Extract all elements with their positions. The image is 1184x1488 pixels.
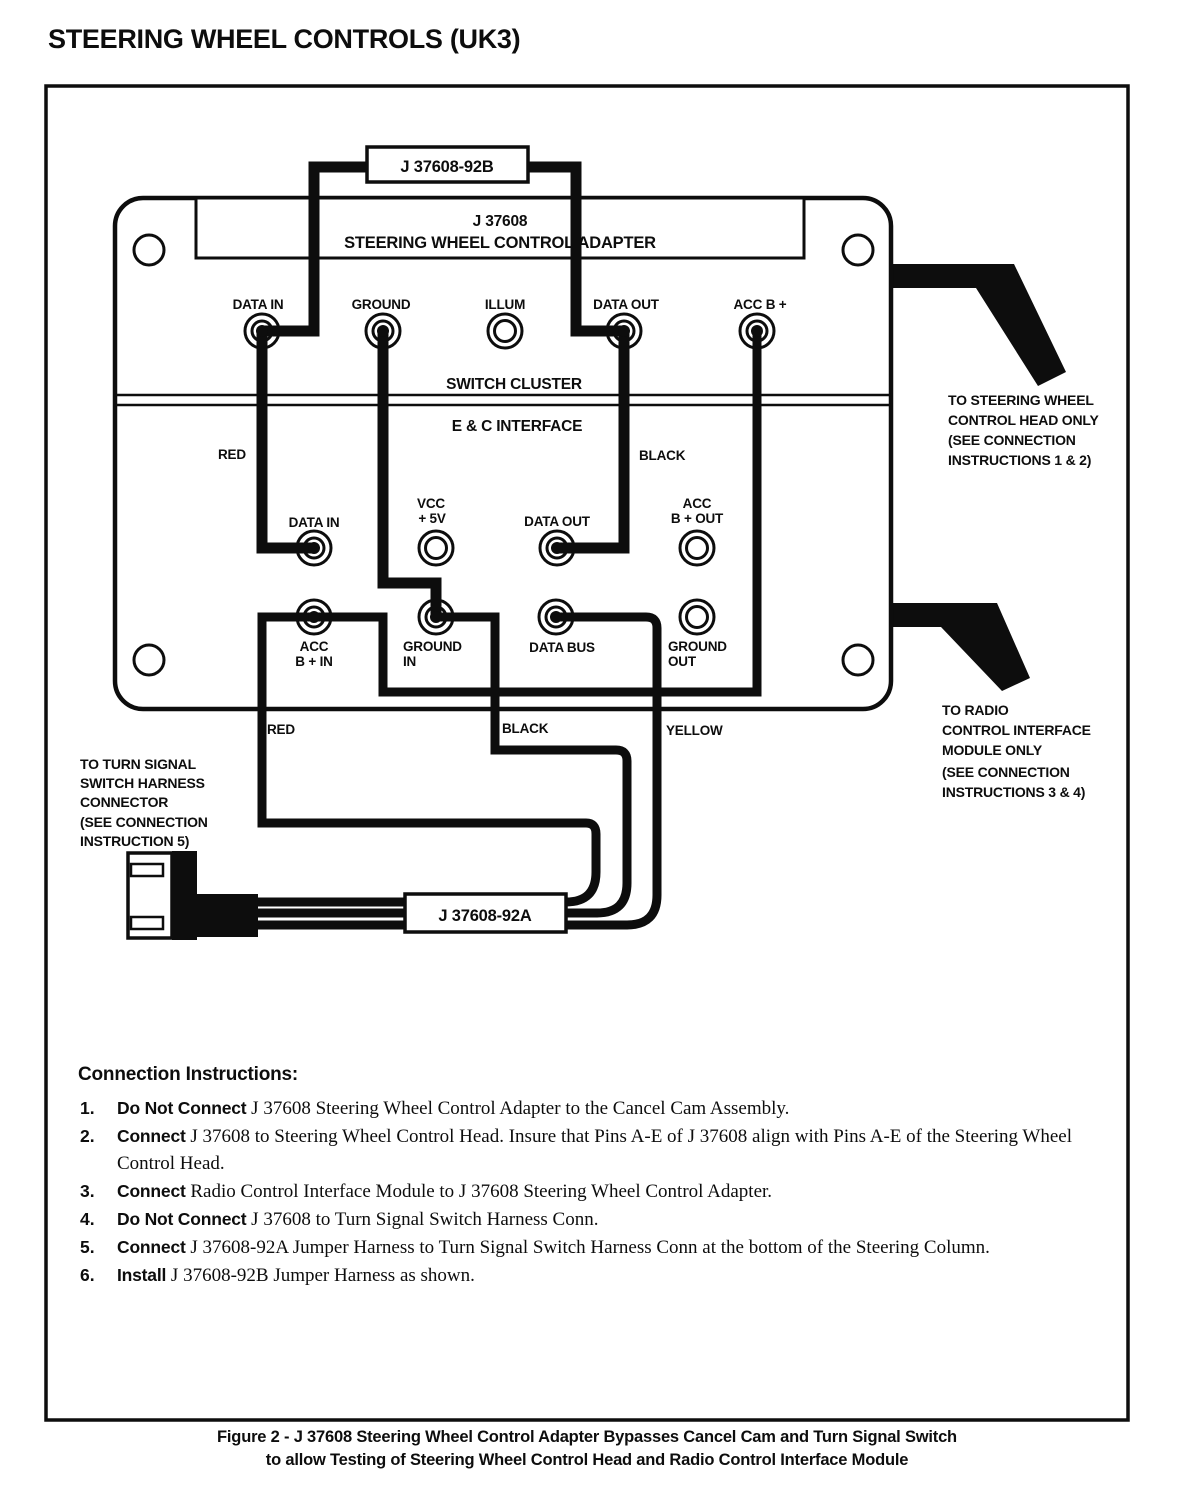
instruction-text: J 37608 to Turn Signal Switch Harness Conn. <box>246 1209 599 1230</box>
svg-text:INSTRUCTIONS 1 & 2): INSTRUCTIONS 1 & 2) <box>948 452 1092 468</box>
instruction-item <box>78 1262 1124 1289</box>
screw-hole-icon <box>134 645 164 675</box>
terminal-vcc <box>419 531 453 565</box>
note-to-turn-signal <box>80 756 208 849</box>
adapter-title-line1: J 37608 <box>472 213 528 230</box>
label-data-bus: DATA BUS <box>529 640 595 655</box>
label-ground-out-1: GROUND <box>668 639 727 654</box>
svg-text:INSTRUCTIONS 3 & 4): INSTRUCTIONS 3 & 4) <box>942 784 1086 800</box>
instruction-lead: Connect <box>117 1126 186 1146</box>
svg-text:(SEE CONNECTION: (SEE CONNECTION <box>942 764 1070 780</box>
instruction-item <box>78 1178 1124 1205</box>
ec-interface-label: E & C INTERFACE <box>451 418 583 435</box>
screw-hole-icon <box>843 645 873 675</box>
svg-text:TO TURN SIGNAL: TO TURN SIGNAL <box>80 756 196 772</box>
svg-text:MODULE ONLY: MODULE ONLY <box>942 742 1042 758</box>
instruction-text: J 37608 Steering Wheel Control Adapter to the Cancel Cam Assembly. <box>246 1098 790 1119</box>
jumper-92b-label: J 37608-92B <box>400 158 494 176</box>
instructions-heading: Connection Instructions: <box>78 1064 299 1085</box>
instruction-text: Radio Control Interface Module to J 37608 Steering Wheel Control Adapter. <box>185 1181 773 1202</box>
wire-label-red-bottom: RED <box>267 722 295 737</box>
instruction-number: 4. <box>80 1209 95 1229</box>
svg-text:CONTROL INTERFACE: CONTROL INTERFACE <box>942 722 1091 738</box>
label-ground-in-1: GROUND <box>403 639 462 654</box>
instruction-lead: Install <box>117 1265 167 1285</box>
wire-label-red-mid: RED <box>218 447 246 462</box>
label-acc-b-top: ACC B + <box>733 297 787 312</box>
turn-signal-connector-icon <box>128 851 258 940</box>
svg-text:INSTRUCTION 5): INSTRUCTION 5) <box>80 833 190 849</box>
page-title: STEERING WHEEL CONTROLS (UK3) <box>48 24 521 54</box>
terminal-acc-b-out <box>680 531 714 565</box>
svg-text:(SEE CONNECTION: (SEE CONNECTION <box>80 814 208 830</box>
label-illum: ILLUM <box>484 297 526 312</box>
note-to-steering-head <box>948 392 1099 468</box>
wire-label-black-mid: BLACK <box>639 448 686 463</box>
instruction-lead: Do Not Connect <box>117 1098 247 1118</box>
svg-text:(SEE CONNECTION: (SEE CONNECTION <box>948 432 1076 448</box>
label-acc-out-1: ACC <box>682 496 712 511</box>
label-acc-in-1: ACC <box>299 639 329 654</box>
instruction-text: J 37608-92A Jumper Harness to Turn Signal Switch Harness Conn at the bottom of the Steering Column. <box>185 1237 990 1258</box>
instruction-item <box>78 1095 1124 1122</box>
wire-label-black-bottom: BLACK <box>502 721 549 736</box>
terminal-illum <box>488 314 522 348</box>
instruction-lead: Connect <box>117 1181 186 1201</box>
instruction-item <box>78 1123 1124 1177</box>
screw-hole-icon <box>843 235 873 265</box>
label-data-in-2: DATA IN <box>288 515 340 530</box>
jumper-92a-label: J 37608-92A <box>438 907 532 925</box>
connection-instructions <box>78 1064 1124 1290</box>
svg-text:TO RADIO: TO RADIO <box>942 702 1009 718</box>
label-ground-out-2: OUT <box>668 654 696 669</box>
instruction-text: J 37608-92B Jumper Harness as shown. <box>166 1265 475 1286</box>
label-data-out-2: DATA OUT <box>524 514 590 529</box>
instruction-number: 5. <box>80 1237 95 1257</box>
cable-to-steering-head <box>891 264 1066 386</box>
caption-line2: to allow Testing of Steering Wheel Control Head and Radio Control Interface Module <box>265 1451 909 1469</box>
figure-caption <box>46 1426 1128 1472</box>
label-vcc-1: VCC <box>417 496 445 511</box>
instruction-item <box>78 1206 1124 1233</box>
cable-to-radio-module <box>891 603 1030 691</box>
instruction-item <box>78 1234 1124 1261</box>
terminal-ground-out <box>680 600 714 634</box>
instruction-lead: Do Not Connect <box>117 1209 247 1229</box>
label-data-out-top: DATA OUT <box>593 297 659 312</box>
label-acc-in-2: B + IN <box>295 654 333 669</box>
screw-hole-icon <box>134 235 164 265</box>
label-acc-out-2: B + OUT <box>670 511 724 526</box>
note-to-radio-module <box>942 702 1091 800</box>
label-data-in-top: DATA IN <box>232 297 284 312</box>
svg-text:CONNECTOR: CONNECTOR <box>80 794 169 810</box>
wire-label-yellow-bottom: YELLOW <box>666 723 723 738</box>
svg-text:TO STEERING WHEEL: TO STEERING WHEEL <box>948 392 1094 408</box>
switch-cluster-label: SWITCH CLUSTER <box>446 376 582 393</box>
instruction-number: 3. <box>80 1181 95 1201</box>
instruction-number: 2. <box>80 1126 95 1146</box>
instruction-lead: Connect <box>117 1237 186 1257</box>
svg-text:SWITCH HARNESS: SWITCH HARNESS <box>80 775 205 791</box>
caption-line1: Figure 2 - J 37608 Steering Wheel Control Adapter Bypasses Cancel Cam and Turn Signal Switch <box>217 1428 957 1446</box>
svg-text:CONTROL HEAD ONLY: CONTROL HEAD ONLY <box>948 412 1099 428</box>
instruction-number: 6. <box>80 1265 95 1285</box>
label-vcc-2: + 5V <box>418 511 446 526</box>
instruction-text: J 37608 to Steering Wheel Control Head. Insure that Pins A-E of J 37608 align with Pins A-E of the Steering Wheel Control Head. <box>117 1126 1072 1174</box>
adapter-title-line2: STEERING WHEEL CONTROL ADAPTER <box>344 234 656 252</box>
label-ground-in-2: IN <box>403 654 417 669</box>
instruction-number: 1. <box>80 1098 95 1118</box>
label-ground-top: GROUND <box>351 297 411 312</box>
